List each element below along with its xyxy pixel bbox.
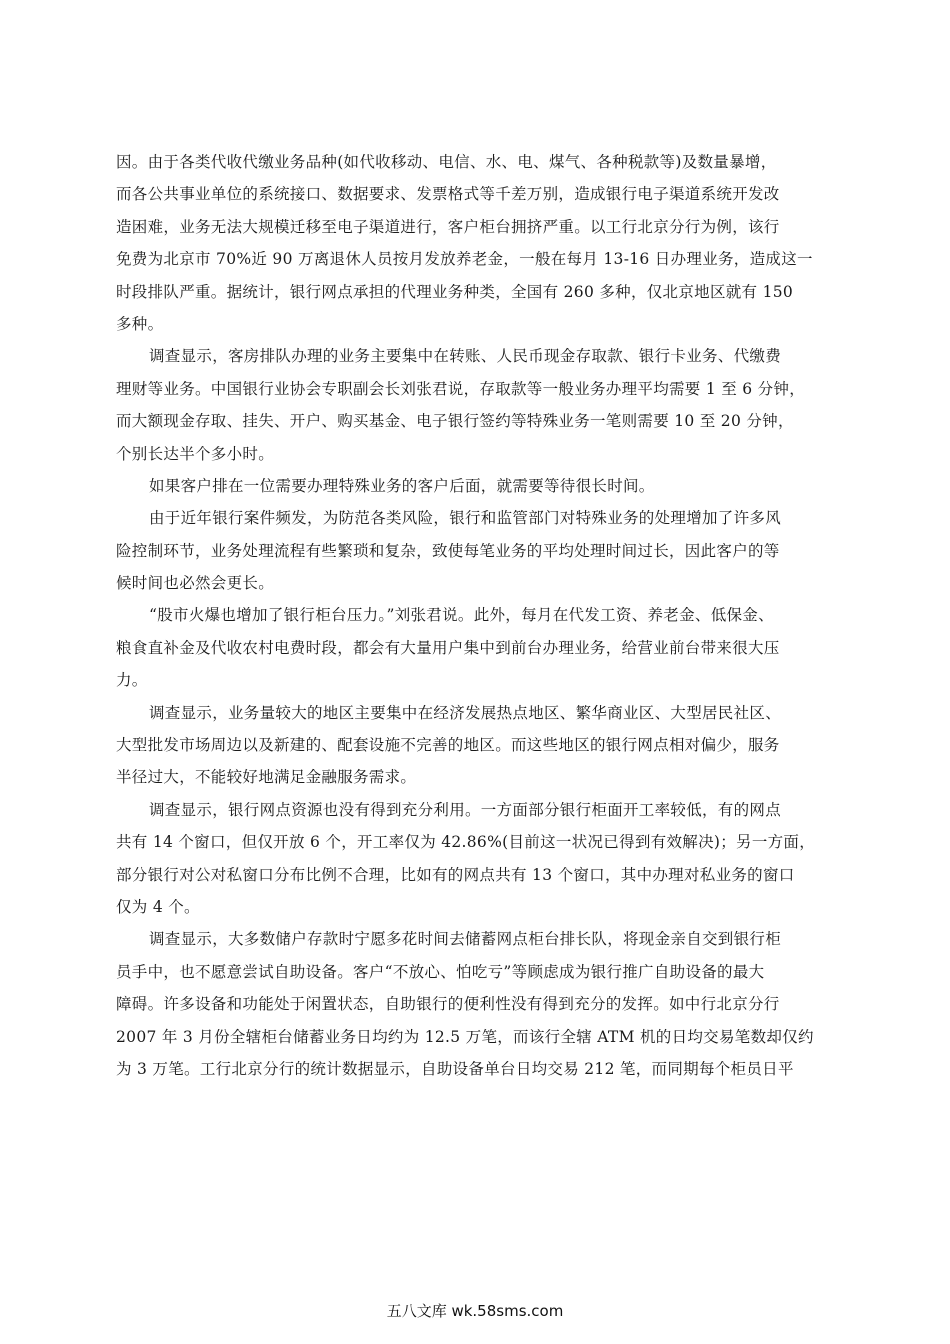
paragraph-line: 障碍。许多设备和功能处于闲置状态，自助银行的便利性没有得到充分的发挥。如中行北京分行: [116, 995, 780, 1014]
paragraph-line: 而大额现金存取、挂失、开户、购买基金、电子银行签约等特殊业务一笔则需要 10 至 20 分钟，: [116, 412, 794, 431]
paragraph-line: 个别长达半个多小时。: [116, 444, 275, 463]
paragraph-line: 部分银行对公对私窗口分布比例不合理，比如有的网点共有 13 个窗口，其中办理对私业务的窗口: [116, 865, 795, 884]
paragraph-line: “股市火爆也增加了银行柜台压力。”刘张君说。此外，每月在代发工资、养老金、低保金、: [149, 606, 774, 625]
paragraph-line: 粮食直补金及代收农村电费时段，都会有大量用户集中到前台办理业务，给营业前台带来很大压: [116, 638, 780, 657]
paragraph-line: 如果客户排在一位需要办理特殊业务的客户后面，就需要等待很长时间。: [149, 476, 655, 495]
paragraph-line: 因。由于各类代收代缴业务品种(如代收移动、电信、水、电、煤气、各种税款等)及数量暴增，: [116, 153, 777, 171]
paragraph-line: 候时间也必然会更长。: [116, 574, 275, 593]
paragraph-line: 调查显示，业务量较大的地区主要集中在经济发展热点地区、繁华商业区、大型居民社区、: [149, 703, 782, 722]
paragraph-line: 2007 年 3 月份全辖柜台储蓄业务日均约为 12.5 万笔，而该行全辖 ATM 机的日均交易笔数却仅约: [116, 1027, 814, 1046]
paragraph-line: 员手中，也不愿意尝试自助设备。客户“不放心、怕吃亏”等顾虑成为银行推广自助设备的最大: [116, 962, 765, 981]
paragraph-line: 时段排队严重。据统计，银行网点承担的代理业务种类，全国有 260 多种，仅北京地区就有 150: [116, 282, 794, 301]
paragraph-line: 造困难，业务无法大规模迁移至电子渠道进行，客户柜台拥挤严重。以工行北京分行为例，该行: [116, 217, 780, 236]
paragraph-line: 理财等业务。中国银行业协会专职副会长刘张君说，存取款等一般业务办理平均需要 1 至 6 分钟，: [116, 379, 806, 398]
paragraph-line: 大型批发市场周边以及新建的、配套设施不完善的地区。而这些地区的银行网点相对偏少，服务: [116, 736, 780, 755]
paragraph-line: 仅为 4 个。: [116, 897, 200, 916]
paragraph-line: 调查显示，大多数储户存款时宁愿多花时间去储蓄网点柜台排长队，将现金亲自交到银行柜: [149, 930, 782, 949]
paragraph-line: 半径过大，不能较好地满足金融服务需求。: [116, 768, 417, 787]
paragraph-line: 为 3 万笔。工行北京分行的统计数据显示，自助设备单台日均交易 212 笔，而同期每个柜员日平: [116, 1059, 794, 1078]
paragraph-line: 免费为北京市 70%近 90 万离退休人员按月发放养老金，一般在每月 13-16 日办理业务，造成这一: [116, 250, 813, 269]
paragraph-line: 多种。: [116, 314, 164, 333]
paragraph-line: 险控制环节，业务处理流程有些繁琐和复杂，致使每笔业务的平均处理时间过长，因此客户的等: [116, 541, 780, 560]
paragraph-line: 力。: [116, 671, 148, 690]
paragraph-line: 调查显示，银行网点资源也没有得到充分利用。一方面部分银行柜面开工率较低，有的网点: [149, 800, 782, 819]
footer-watermark: 五八文库 wk.58sms.com: [386, 1302, 564, 1320]
paragraph-line: 由于近年银行案件频发，为防范各类风险，银行和监管部门对特殊业务的处理增加了许多风: [149, 509, 782, 528]
paragraph-line: 而各公共事业单位的系统接口、数据要求、发票格式等千差万别，造成银行电子渠道系统开发改: [116, 185, 780, 204]
paragraph-line: 共有 14 个窗口，但仅开放 6 个，开工率仅为 42.86%(目前这一状况已得到有效解决)；另一方面，: [116, 833, 816, 852]
paragraph-line: 调查显示，客房排队办理的业务主要集中在转账、人民币现金存取款、银行卡业务、代缴费: [149, 347, 782, 366]
document-body: [116, 146, 836, 1085]
